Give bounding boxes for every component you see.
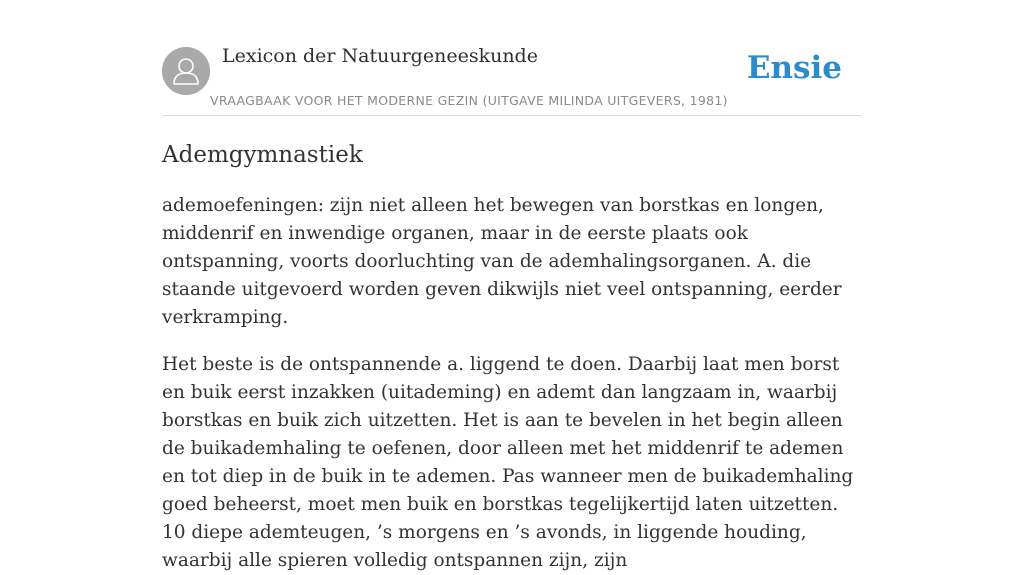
brand-logo-link[interactable]: Ensie bbox=[746, 50, 842, 86]
entry-title: Ademgymnastiek bbox=[162, 142, 363, 168]
user-avatar-icon[interactable] bbox=[162, 47, 210, 95]
source-header bbox=[162, 0, 862, 116]
entry-body bbox=[162, 192, 862, 575]
entry-paragraph: Het beste is de ontspannende a. liggend te doen. Daarbij laat men borst en buik eerst inzakken (uitademing) en ademt dan langzaam in, waarbij borstkas en buik zich uitzetten. Het is aan te bevelen in het begin alleen de buikademhaling te oefenen, door alleen met het middenrif te ademen en tot diep in de buik in te ademen. Pas wanneer men de buikademhaling goed beheerst, moet men buik en borstkas tegelijkertijd laten uitzetten. 10 diepe ademteugen, ’s morgens en ’s avonds, in liggende houding, waarbij alle spieren volledig ontspannen zijn, zijn bbox=[162, 354, 854, 571]
page-container bbox=[162, 0, 862, 575]
source-subtitle: VRAAGBAAK VOOR HET MODERNE GEZIN (UITGAVE MILINDA UITGEVERS, 1981) bbox=[210, 93, 728, 108]
source-title-link[interactable]: Lexicon der Natuurgeneeskunde bbox=[222, 45, 538, 67]
entry-paragraph: ademoefeningen: zijn niet alleen het bewegen van borstkas en longen, middenrif en inwendige organen, maar in de eerste plaats ook ontspanning, voorts doorluchting van de ademhalingsorganen. A. die staande uitgevoerd worden geven dikwijls niet veel ontspanning, eerder verkramping. bbox=[162, 195, 842, 328]
